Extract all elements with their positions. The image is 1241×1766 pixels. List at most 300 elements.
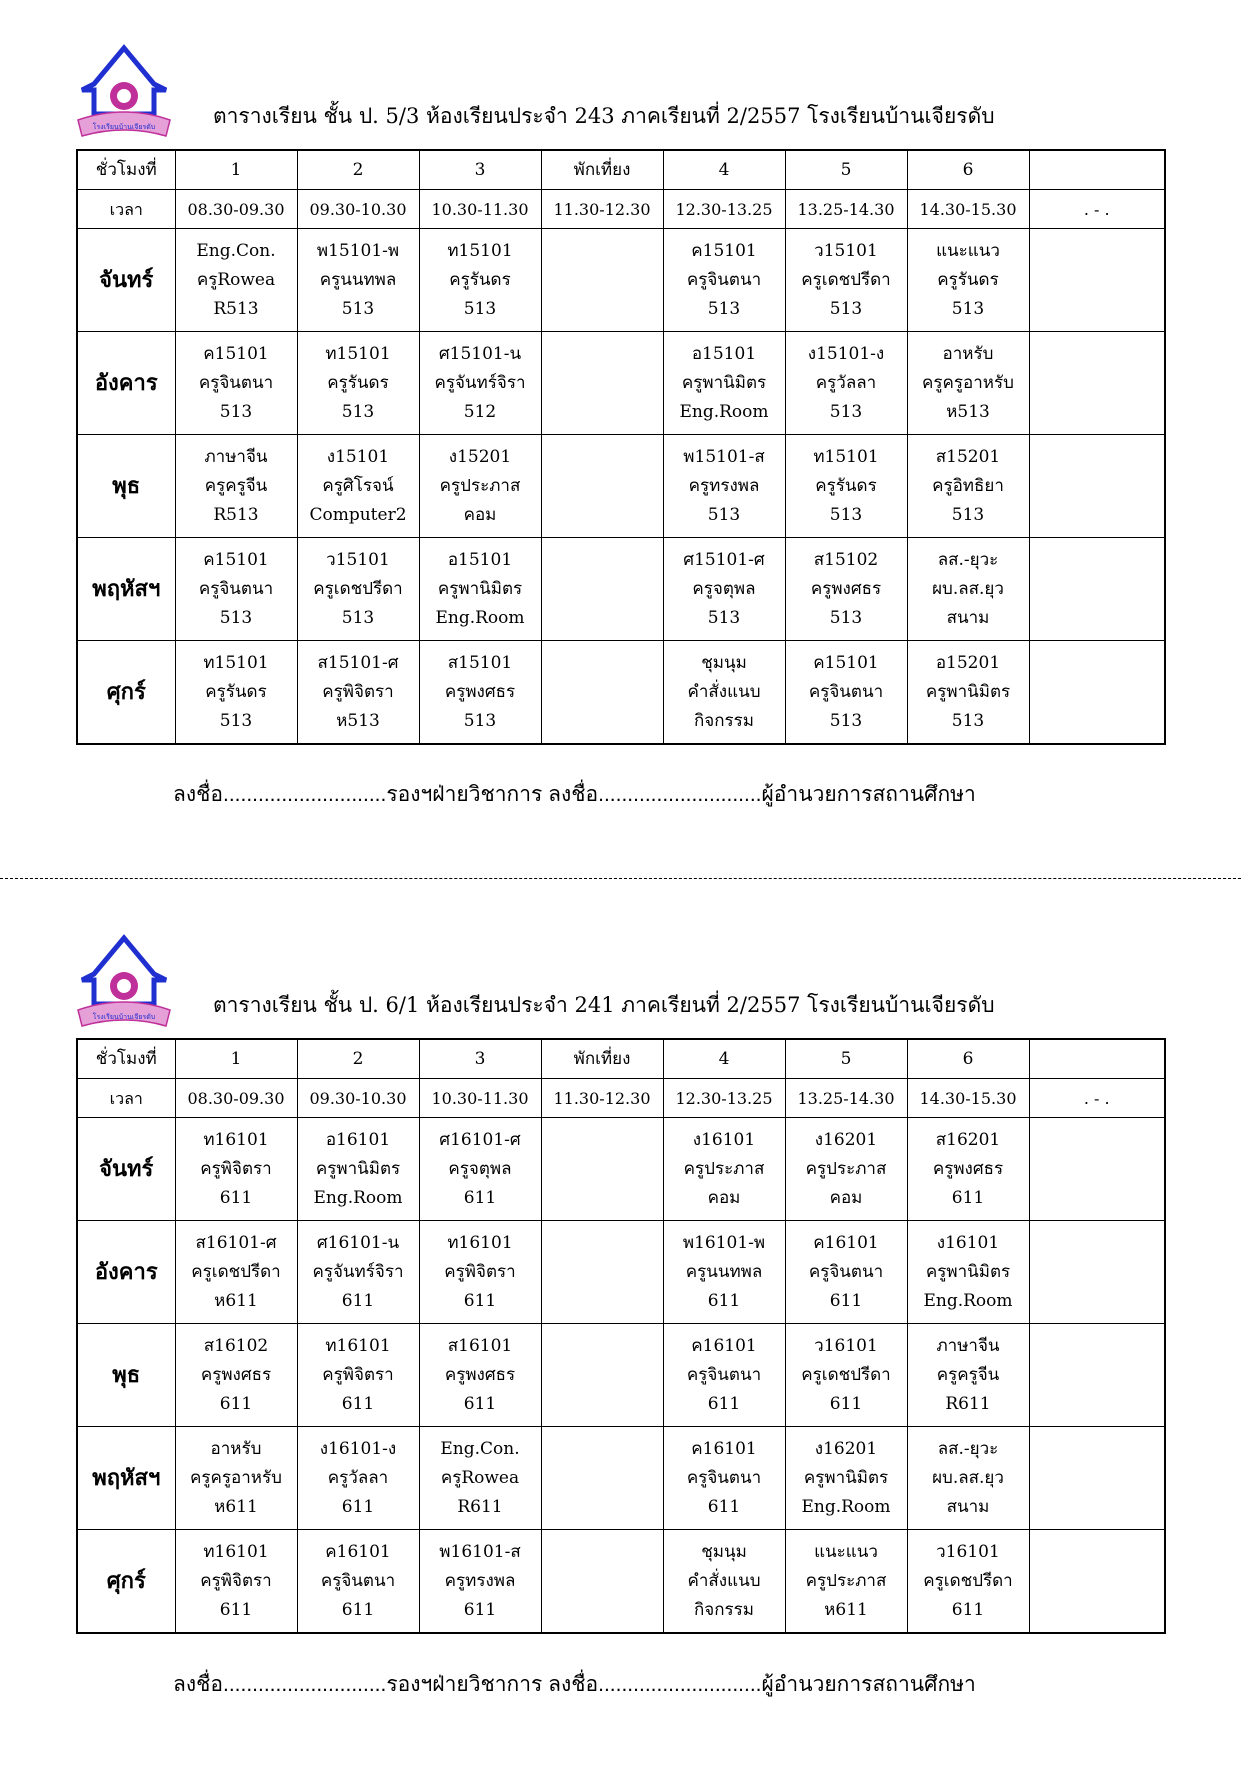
room: R611	[945, 1393, 991, 1414]
time-row	[77, 1079, 1165, 1118]
subject-code: อ16101	[325, 1129, 391, 1150]
room: Eng.Room	[801, 1496, 891, 1517]
room: 611	[219, 1599, 253, 1620]
teacher-name: ครูพงศธร	[200, 1364, 272, 1385]
class-cell	[419, 1427, 541, 1530]
teacher-name: ครูพานิมิตร	[803, 1467, 889, 1488]
class-cell	[297, 229, 419, 332]
teacher-name: ครูพานิมิตร	[315, 1158, 401, 1179]
time-slot: 10.30-11.30	[419, 190, 541, 229]
teacher-name: ครูนนทพล	[319, 269, 397, 290]
class-cell	[541, 1324, 663, 1427]
day-name: พุธ	[77, 435, 175, 538]
subject-code: ชุมนุม	[701, 652, 747, 673]
subject-code: ค15101	[813, 652, 879, 673]
room: 611	[341, 1290, 375, 1311]
teacher-name: ครูนนทพล	[685, 1261, 763, 1282]
class-cell	[297, 1118, 419, 1221]
subject-code: ชุมนุม	[701, 1541, 747, 1562]
room: 611	[707, 1496, 741, 1517]
day-name: อังคาร	[77, 1221, 175, 1324]
class-cell	[785, 641, 907, 745]
class-cell	[419, 1221, 541, 1324]
class-cell	[663, 641, 785, 745]
room: คอม	[707, 1187, 741, 1208]
room: คอม	[829, 1187, 863, 1208]
time-slot: 11.30-12.30	[541, 190, 663, 229]
class-cell	[663, 1324, 785, 1427]
class-cell	[663, 1118, 785, 1221]
period-header: 2	[297, 1039, 419, 1079]
class-cell	[907, 229, 1029, 332]
teacher-name: ครูเดชปรีดา	[801, 1364, 891, 1385]
room: R513	[213, 298, 259, 319]
subject-code: ส15102	[813, 549, 879, 570]
day-name: อังคาร	[77, 332, 175, 435]
day-name: พฤหัสฯ	[77, 1427, 175, 1530]
class-cell	[175, 1427, 297, 1530]
signature-line: ลงชื่อ............................รองฯฝ่ายวิชาการ ลงชื่อ............................ผู้อำนวยการสถานศึกษา	[173, 1673, 976, 1696]
subject-code: อาหรับ	[210, 1438, 262, 1459]
class-cell	[419, 332, 541, 435]
logo-text: โรงเรียนบ้านเจียรดับ	[92, 123, 156, 131]
teacher-name: ครูจินตนา	[198, 578, 274, 599]
subject-code: ส16201	[935, 1129, 1001, 1150]
class-cell	[297, 538, 419, 641]
class-cell	[907, 1118, 1029, 1221]
period-header	[1029, 150, 1165, 190]
class-cell	[663, 538, 785, 641]
class-cell	[1029, 538, 1165, 641]
room: ห611	[214, 1496, 258, 1517]
subject-code: ว15101	[814, 240, 878, 261]
class-cell	[297, 1324, 419, 1427]
subject-code: ง16101	[692, 1129, 756, 1150]
time-row	[77, 190, 1165, 229]
time-slot: 13.25-14.30	[785, 190, 907, 229]
day-row	[77, 641, 1165, 745]
subject-code: ส15101	[447, 652, 513, 673]
room: 512	[463, 401, 497, 422]
class-cell	[785, 1324, 907, 1427]
teacher-name: ผบ.ลส.ยุว	[932, 1467, 1004, 1488]
period-header: 2	[297, 150, 419, 190]
header-row	[77, 150, 1165, 190]
teacher-name: ครูครูจีน	[204, 475, 268, 496]
time-slot: . - .	[1029, 1079, 1165, 1118]
time-slot: 11.30-12.30	[541, 1079, 663, 1118]
class-cell	[1029, 435, 1165, 538]
teacher-name: ครูพิจิตรา	[444, 1261, 516, 1282]
teacher-name: ครูรันดร	[937, 269, 999, 290]
time-slot: . - .	[1029, 190, 1165, 229]
day-name: ศุกร์	[77, 641, 175, 745]
room: 513	[707, 607, 741, 628]
header-row	[77, 1039, 1165, 1079]
class-cell	[907, 1324, 1029, 1427]
teacher-name: ครูจินตนา	[686, 1364, 762, 1385]
subject-code: ง15101	[326, 446, 390, 467]
period-header: 3	[419, 150, 541, 190]
subject-code: ค15101	[203, 549, 269, 570]
class-cell	[907, 332, 1029, 435]
day-row	[77, 229, 1165, 332]
class-cell	[175, 1118, 297, 1221]
day-row	[77, 1427, 1165, 1530]
teacher-name: ครูวัลลา	[815, 372, 877, 393]
period-header: 5	[785, 1039, 907, 1079]
teacher-name: ครูประภาส	[805, 1158, 887, 1179]
time-slot: 12.30-13.25	[663, 1079, 785, 1118]
time-slot: 08.30-09.30	[175, 190, 297, 229]
subject-code: อ15201	[935, 652, 1001, 673]
room: 611	[463, 1290, 497, 1311]
teacher-name: ครูจินตนา	[808, 1261, 884, 1282]
room: 513	[463, 710, 497, 731]
room: 611	[707, 1393, 741, 1414]
subject-code: ท15101	[203, 652, 269, 673]
class-cell	[175, 641, 297, 745]
room: Eng.Room	[435, 607, 525, 628]
day-row	[77, 435, 1165, 538]
room: สนาม	[946, 1496, 990, 1517]
class-cell	[419, 229, 541, 332]
subject-code: แนะแนว	[814, 1541, 878, 1562]
class-cell	[1029, 1118, 1165, 1221]
subject-code: ส15101-ศ	[317, 652, 399, 673]
class-cell	[175, 332, 297, 435]
teacher-name: ครูทรงพล	[444, 1570, 516, 1591]
teacher-name: ครูรันดร	[205, 681, 267, 702]
teacher-name: ครูพิจิตรา	[322, 1364, 394, 1385]
class-cell	[785, 435, 907, 538]
teacher-name: ครูประภาส	[683, 1158, 765, 1179]
class-cell	[297, 332, 419, 435]
period-header: 4	[663, 1039, 785, 1079]
teacher-name: ครูครูจีน	[936, 1364, 1000, 1385]
class-cell	[297, 1530, 419, 1634]
subject-code: ง16201	[814, 1438, 878, 1459]
teacher-name: ครูจินตนา	[808, 681, 884, 702]
room: 513	[951, 298, 985, 319]
teacher-name: ครูศิโรจน์	[322, 475, 394, 496]
subject-code: ภาษาจีน	[936, 1335, 1000, 1356]
subject-code: พ15101-พ	[316, 240, 400, 261]
subject-code: ค15101	[203, 343, 269, 364]
class-cell	[419, 1530, 541, 1634]
subject-code: ว16101	[814, 1335, 878, 1356]
timetable	[76, 1038, 1166, 1634]
class-cell	[419, 1118, 541, 1221]
room: Eng.Room	[923, 1290, 1013, 1311]
teacher-name: ครูพงศธร	[932, 1158, 1004, 1179]
room: ห513	[946, 401, 990, 422]
time-slot: 13.25-14.30	[785, 1079, 907, 1118]
teacher-name: ครูอิทธิยา	[932, 475, 1004, 496]
subject-code: อ15101	[691, 343, 757, 364]
teacher-name: ครูจินตนา	[686, 1467, 762, 1488]
room: 611	[341, 1496, 375, 1517]
class-cell	[419, 641, 541, 745]
class-cell	[541, 332, 663, 435]
room: 513	[707, 504, 741, 525]
teacher-name: ครูจันทร์จิรา	[434, 372, 526, 393]
subject-code: ค15101	[691, 240, 757, 261]
subject-code: Eng.Con.	[440, 1438, 520, 1459]
room: 513	[829, 298, 863, 319]
room: 513	[219, 710, 253, 731]
teacher-name: ครูRowea	[440, 1467, 520, 1488]
class-cell	[541, 1427, 663, 1530]
class-cell	[541, 641, 663, 745]
header-label: ชั่วโมงที่	[77, 150, 175, 190]
room: 513	[829, 401, 863, 422]
class-cell	[785, 332, 907, 435]
teacher-name: ครูวัลลา	[327, 1467, 389, 1488]
header-label: ชั่วโมงที่	[77, 1039, 175, 1079]
room: 611	[341, 1599, 375, 1620]
class-cell	[297, 1427, 419, 1530]
class-cell	[541, 1221, 663, 1324]
teacher-name: ครูRowea	[196, 269, 276, 290]
room: 611	[341, 1393, 375, 1414]
day-name: ศุกร์	[77, 1530, 175, 1634]
schedule-title: ตารางเรียน ชั้น ป. 5/3 ห้องเรียนประจำ 243 ภาคเรียนที่ 2/2557 โรงเรียนบ้านเจียรดับ	[213, 104, 995, 128]
class-cell	[1029, 229, 1165, 332]
teacher-name: ครูจินตนา	[198, 372, 274, 393]
subject-code: ลส.-ยุวะ	[937, 549, 999, 570]
time-slot: 08.30-09.30	[175, 1079, 297, 1118]
teacher-name: ครูพงศธร	[444, 681, 516, 702]
subject-code: ศ15101-น	[438, 343, 522, 364]
class-cell	[175, 1530, 297, 1634]
subject-code: ส16101	[447, 1335, 513, 1356]
room: 611	[463, 1599, 497, 1620]
class-cell	[175, 229, 297, 332]
subject-code: ว15101	[326, 549, 390, 570]
subject-code: อ15101	[447, 549, 513, 570]
class-cell	[907, 1221, 1029, 1324]
school-logo-icon	[74, 44, 174, 144]
class-cell	[1029, 1427, 1165, 1530]
subject-code: ง15101-ง	[807, 343, 885, 364]
period-header: 3	[419, 1039, 541, 1079]
timetable	[76, 149, 1166, 745]
subject-code: ส16101-ศ	[195, 1232, 277, 1253]
teacher-name: ครูพิจิตรา	[322, 681, 394, 702]
room: สนาม	[946, 607, 990, 628]
teacher-name: ครูพิจิตรา	[200, 1158, 272, 1179]
subject-code: ท16101	[447, 1232, 513, 1253]
subject-code: ส16102	[203, 1335, 269, 1356]
class-cell	[663, 1427, 785, 1530]
period-header: พักเที่ยง	[541, 150, 663, 190]
room: 513	[219, 401, 253, 422]
period-header: 1	[175, 1039, 297, 1079]
teacher-name: ครูเดชปรีดา	[923, 1570, 1013, 1591]
room: ห611	[214, 1290, 258, 1311]
class-cell	[907, 538, 1029, 641]
period-header: 6	[907, 150, 1029, 190]
teacher-name: ครูพานิมิตร	[681, 372, 767, 393]
subject-code: ภาษาจีน	[204, 446, 268, 467]
room: 611	[829, 1393, 863, 1414]
teacher-name: ครูรันดร	[327, 372, 389, 393]
teacher-name: ครูประภาส	[439, 475, 521, 496]
cut-line-divider	[0, 878, 1241, 879]
room: คอม	[463, 504, 497, 525]
teacher-name: ครูพานิมิตร	[925, 681, 1011, 702]
subject-code: ลส.-ยุวะ	[937, 1438, 999, 1459]
day-name: จันทร์	[77, 1118, 175, 1221]
teacher-name: ครูพานิมิตร	[925, 1261, 1011, 1282]
subject-code: อาหรับ	[942, 343, 994, 364]
teacher-name: ครูเดชปรีดา	[801, 269, 891, 290]
class-cell	[541, 1530, 663, 1634]
time-slot: 09.30-10.30	[297, 190, 419, 229]
class-cell	[663, 1530, 785, 1634]
day-name: พุธ	[77, 1324, 175, 1427]
subject-code: ท16101	[325, 1335, 391, 1356]
subject-code: ท15101	[813, 446, 879, 467]
class-cell	[663, 332, 785, 435]
room: 513	[219, 607, 253, 628]
class-cell	[663, 229, 785, 332]
time-slot: 09.30-10.30	[297, 1079, 419, 1118]
teacher-name: ครูพงศธร	[444, 1364, 516, 1385]
class-cell	[419, 1324, 541, 1427]
room: 513	[951, 504, 985, 525]
subject-code: ค16101	[325, 1541, 391, 1562]
room: กิจกรรม	[693, 710, 754, 731]
class-cell	[175, 1221, 297, 1324]
room: 513	[951, 710, 985, 731]
subject-code: พ16101-พ	[682, 1232, 766, 1253]
room: 513	[341, 607, 375, 628]
class-cell	[541, 538, 663, 641]
class-cell	[1029, 1324, 1165, 1427]
teacher-name: ครูพานิมิตร	[437, 578, 523, 599]
class-cell	[785, 1427, 907, 1530]
room: Computer2	[309, 504, 407, 525]
day-name: พฤหัสฯ	[77, 538, 175, 641]
time-slot: 14.30-15.30	[907, 1079, 1029, 1118]
room: 513	[829, 607, 863, 628]
subject-code: ศ16101-น	[316, 1232, 400, 1253]
time-slot: 12.30-13.25	[663, 190, 785, 229]
class-cell	[1029, 1530, 1165, 1634]
subject-code: ท15101	[447, 240, 513, 261]
day-row	[77, 332, 1165, 435]
class-cell	[785, 1530, 907, 1634]
period-header	[1029, 1039, 1165, 1079]
subject-code: ง16201	[814, 1129, 878, 1150]
class-cell	[541, 1118, 663, 1221]
period-header: พักเที่ยง	[541, 1039, 663, 1079]
teacher-name: ครูจตุพล	[692, 578, 756, 599]
class-cell	[419, 538, 541, 641]
time-slot: 14.30-15.30	[907, 190, 1029, 229]
teacher-name: ครูจตุพล	[448, 1158, 512, 1179]
day-row	[77, 1221, 1165, 1324]
room: 611	[829, 1290, 863, 1311]
class-cell	[907, 435, 1029, 538]
time-label: เวลา	[77, 190, 175, 229]
class-cell	[1029, 332, 1165, 435]
teacher-name: ครูครูอาหรับ	[190, 1467, 282, 1488]
day-row	[77, 1118, 1165, 1221]
subject-code: ศ16101-ศ	[439, 1129, 521, 1150]
teacher-name: ครูประภาส	[805, 1570, 887, 1591]
signature-line: ลงชื่อ............................รองฯฝ่ายวิชาการ ลงชื่อ............................ผู้อำนวยการสถานศึกษา	[173, 783, 976, 806]
room: 513	[463, 298, 497, 319]
room: R611	[457, 1496, 503, 1517]
teacher-name: ครูจันทร์จิรา	[312, 1261, 404, 1282]
teacher-name: คำสั่งแนบ	[687, 1570, 761, 1591]
school-logo-icon	[74, 934, 174, 1034]
room: 513	[341, 298, 375, 319]
class-cell	[541, 229, 663, 332]
class-cell	[785, 229, 907, 332]
class-cell	[175, 435, 297, 538]
subject-code: ง15201	[448, 446, 512, 467]
period-header: 4	[663, 150, 785, 190]
room: กิจกรรม	[693, 1599, 754, 1620]
teacher-name: ครูเดชปรีดา	[313, 578, 403, 599]
day-row	[77, 1530, 1165, 1634]
class-cell	[175, 538, 297, 641]
class-cell	[663, 1221, 785, 1324]
subject-code: แนะแนว	[936, 240, 1000, 261]
room: 513	[829, 710, 863, 731]
schedule-title: ตารางเรียน ชั้น ป. 6/1 ห้องเรียนประจำ 241 ภาคเรียนที่ 2/2557 โรงเรียนบ้านเจียรดับ	[213, 993, 995, 1017]
class-cell	[785, 1118, 907, 1221]
room: 611	[219, 1187, 253, 1208]
room: 513	[341, 401, 375, 422]
subject-code: ค16101	[691, 1438, 757, 1459]
class-cell	[907, 641, 1029, 745]
subject-code: พ15101-ส	[683, 446, 765, 467]
room: 513	[829, 504, 863, 525]
room: R513	[213, 504, 259, 525]
subject-code: พ16101-ส	[439, 1541, 521, 1562]
teacher-name: ครูรันดร	[815, 475, 877, 496]
class-cell	[785, 1221, 907, 1324]
class-cell	[297, 435, 419, 538]
class-cell	[785, 538, 907, 641]
subject-code: ค16101	[813, 1232, 879, 1253]
teacher-name: คำสั่งแนบ	[687, 681, 761, 702]
room: Eng.Room	[313, 1187, 403, 1208]
subject-code: ท15101	[325, 343, 391, 364]
teacher-name: ผบ.ลส.ยุว	[932, 578, 1004, 599]
room: 611	[463, 1187, 497, 1208]
class-cell	[297, 1221, 419, 1324]
room: 611	[707, 1290, 741, 1311]
subject-code: ท16101	[203, 1541, 269, 1562]
teacher-name: ครูครูอาหรับ	[922, 372, 1014, 393]
room: ห611	[824, 1599, 868, 1620]
class-cell	[907, 1427, 1029, 1530]
room: Eng.Room	[679, 401, 769, 422]
room: 611	[951, 1187, 985, 1208]
subject-code: ง16101	[936, 1232, 1000, 1253]
day-name: จันทร์	[77, 229, 175, 332]
class-cell	[297, 641, 419, 745]
day-row	[77, 538, 1165, 641]
subject-code: ท16101	[203, 1129, 269, 1150]
subject-code: ว16101	[936, 1541, 1000, 1562]
